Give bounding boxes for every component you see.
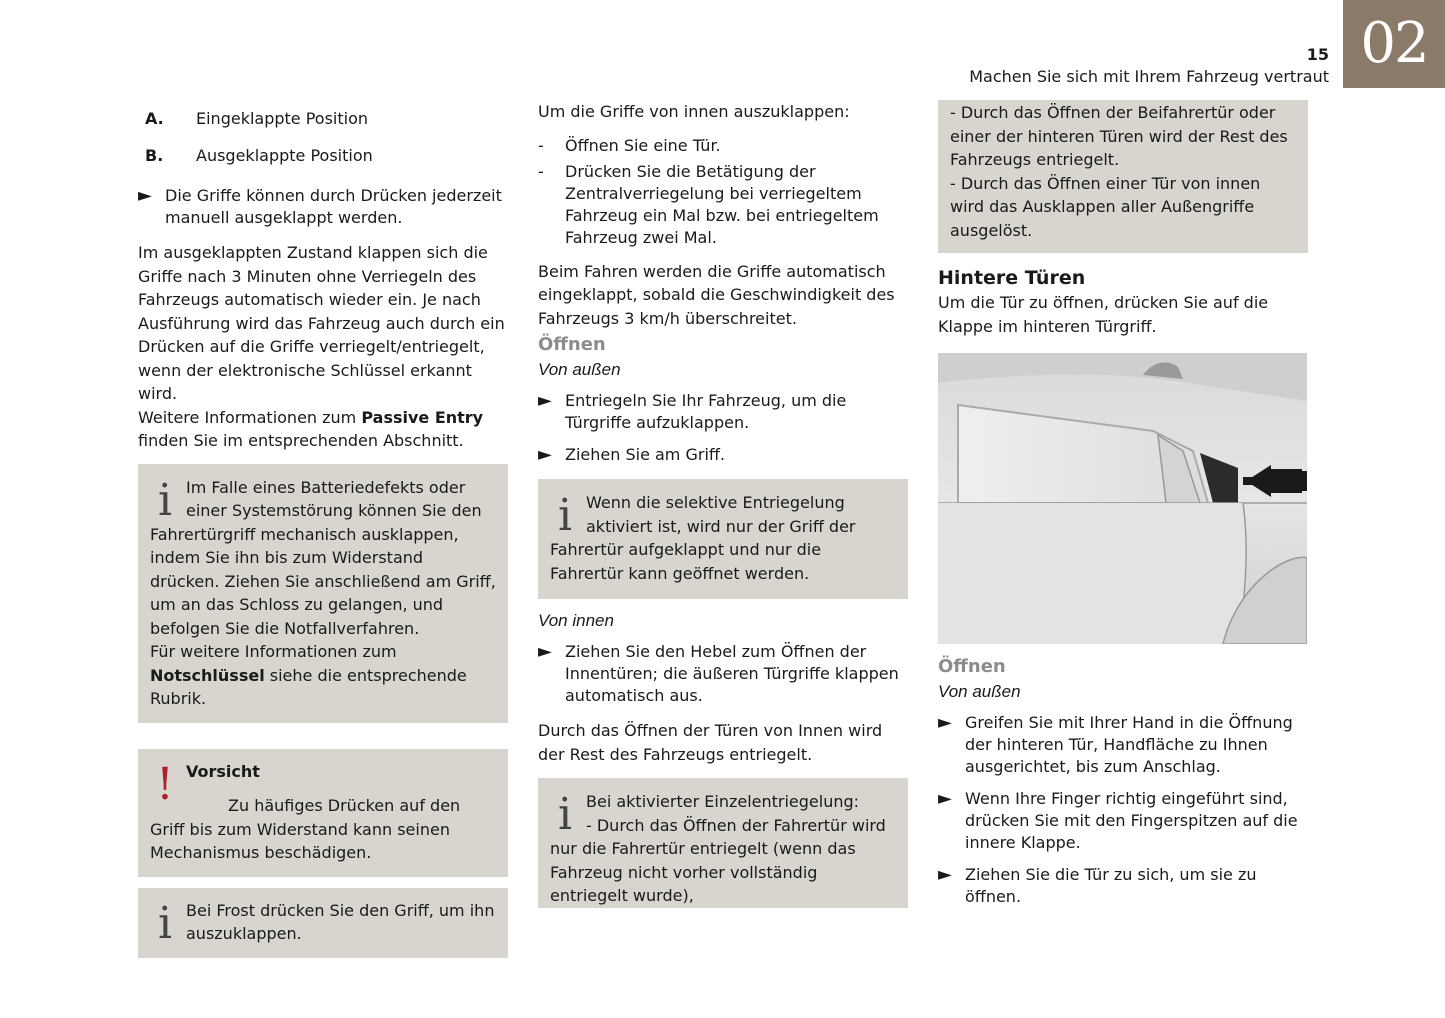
arrow-icon: ►: [538, 641, 552, 662]
car-rear-door-figure: [938, 353, 1307, 644]
paragraph: Um die Tür zu öffnen, drücken Sie auf die Klappe im hinteren Türgriff.: [938, 293, 1269, 336]
paragraph: Um die Griffe von innen auszuklappen:: [538, 102, 850, 121]
heading-outside: Von außen: [938, 682, 1021, 701]
info-icon: i: [157, 897, 173, 949]
info-box: i Bei aktivierter Einzelentriegelung: - Durch das Öffnen der Fahrertür wird nur die Fahrertür entriegelt (wenn das Fahrzeug nicht vorher vollständig entriegelt wurde),: [538, 778, 908, 908]
column-3-lower: [938, 654, 1308, 918]
column-2: [538, 100, 908, 908]
heading-inside: Von innen: [538, 611, 614, 630]
bullet-item: ► Ziehen Sie am Griff.: [538, 444, 725, 465]
info-icon: i: [557, 789, 573, 840]
bullet-item: ► Ziehen Sie die Tür zu sich, um sie zu öffnen.: [938, 864, 1257, 906]
warning-icon: !: [156, 758, 174, 810]
arrow-icon: ►: [538, 390, 552, 411]
info-box-continued: - Durch das Öffnen der Beifahrertür oder einer der hinteren Türen wird der Rest des Fahrzeugs entriegelt. - Durch das Öffnen einer Tür von innen wird das Ausklappen aller Außengriffe ausgelöst.: [938, 100, 1308, 253]
label-b: B. Ausgeklappte Position: [145, 145, 373, 165]
paragraph: Beim Fahren werden die Griffe automatisch eingeklappt, sobald die Geschwindigkeit des Fahrzeugs 3 km/h überschreitet.: [538, 261, 895, 328]
info-box: i Im Falle eines Batteriedefekts oder einer Systemstörung können Sie den Fahrertürgriff mechanisch ausklappen, indem Sie ihn bis zum Widerstand drücken. Ziehen Sie anschließend am Griff, um an das Schloss zu gelangen, und befolgen Sie die Notfallverfahren. Für weitere Informationen zum Notschlüssel siehe die entsprechende Rubrik.: [138, 464, 508, 723]
warning-title: Vorsicht: [186, 761, 260, 781]
arrow-icon: ►: [538, 444, 552, 465]
arrow-icon: ►: [138, 185, 152, 206]
section-title: Machen Sie sich mit Ihrem Fahrzeug vertraut: [969, 67, 1329, 86]
heading-open: Öffnen: [538, 334, 606, 355]
column-1: [138, 100, 508, 958]
paragraph: Weitere Informationen zum Passive Entry finden Sie im entsprechenden Abschnitt.: [138, 407, 484, 450]
info-icon: i: [157, 474, 173, 526]
arrow-icon: ►: [938, 864, 952, 885]
car-illustration: [938, 353, 1307, 644]
bullet-item: ► Ziehen Sie den Hebel zum Öffnen der Innentüren; die äußeren Türgriffe klappen automatisch aus.: [538, 641, 899, 705]
warning-box: ! Vorsicht Zu häufiges Drücken auf den Griff bis zum Widerstand kann seinen Mechanismus beschädigen.: [138, 749, 508, 877]
dash-item: - Öffnen Sie eine Tür.: [538, 135, 721, 155]
bullet-item: ► Greifen Sie mit Ihrer Hand in die Öffnung der hinteren Tür, Handfläche zu Ihnen ausgerichtet, bis zum Anschlag.: [938, 712, 1293, 776]
chapter-tab: 02: [1343, 0, 1445, 88]
paragraph: Im ausgeklappten Zustand klappen sich die Griffe nach 3 Minuten ohne Verriegeln des Fahrzeugs automatisch wieder ein. Je nach Ausführung wird das Fahrzeug auch durch ein Drücken auf die Griffe verriegelt/entriegelt, wenn der elektronische Schlüssel erkannt wird.: [138, 243, 505, 403]
info-box: i Wenn die selektive Entriegelung aktiviert ist, wird nur der Griff der Fahrertür aufgeklappt und nur die Fahrertür kann geöffnet werden.: [538, 479, 908, 599]
arrow-icon: ►: [938, 712, 952, 733]
dash-item: - Drücken Sie die Betätigung der Zentralverriegelung bei verriegeltem Fahrzeug ein Mal bzw. bei entriegeltem Fahrzeug zwei Mal.: [538, 161, 879, 247]
arrow-icon: ►: [938, 788, 952, 809]
paragraph: Durch das Öffnen der Türen von Innen wird der Rest des Fahrzeugs entriegelt.: [538, 721, 883, 764]
column-3: [938, 100, 1308, 338]
info-box: i Bei Frost drücken Sie den Griff, um ihn auszuklappen.: [138, 888, 508, 958]
bullet-item: ► Die Griffe können durch Drücken jederzeit manuell ausgeklappt werden.: [138, 185, 502, 227]
bullet-item: ► Wenn Ihre Finger richtig eingeführt sind, drücken Sie mit den Fingerspitzen auf die innere Klappe.: [938, 788, 1298, 852]
heading-rear-doors: Hintere Türen: [938, 267, 1086, 289]
label-a: A. Eingeklappte Position: [145, 109, 369, 128]
heading-open: Öffnen: [938, 656, 1006, 677]
bullet-item: ► Entriegeln Sie Ihr Fahrzeug, um die Türgriffe aufzuklappen.: [538, 390, 847, 432]
heading-outside: Von außen: [538, 360, 621, 379]
page-number: 15: [1306, 45, 1329, 64]
info-icon: i: [557, 490, 573, 541]
